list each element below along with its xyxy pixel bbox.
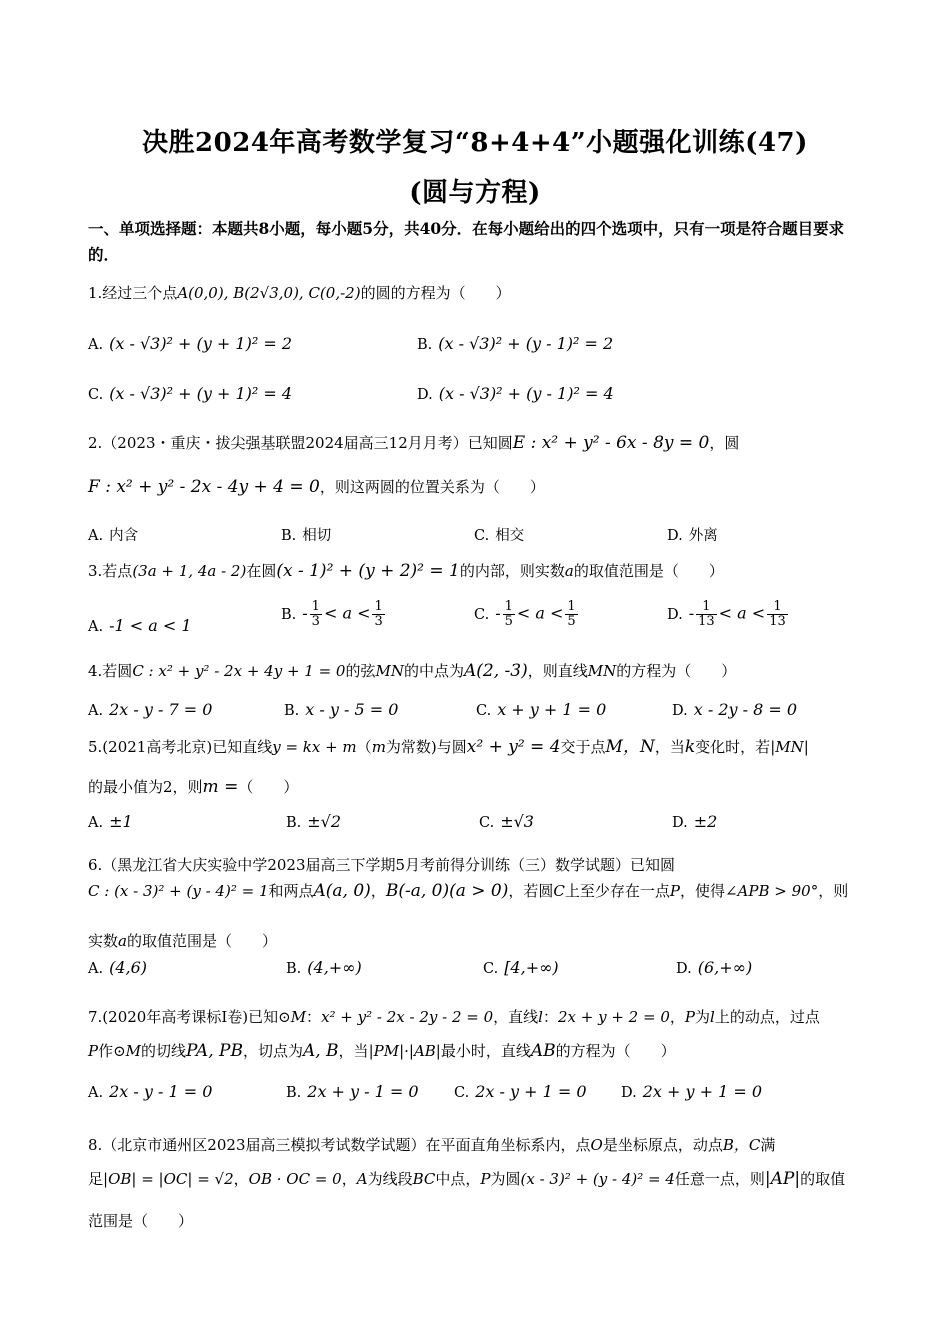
q3d-fraction-2: $\frac{1}{13}$ <box>769 599 786 629</box>
question-6-stem-line3: 实数a的取值范围是（ ） <box>88 932 277 950</box>
q5-option-a: A. ±1 <box>88 812 133 831</box>
question-4-stem: 4.若圆C : x² + y² - 2x + 4y + 1 = 0的弦MN的中点为A(2, -3)，则直线MN的方程为（ ） <box>88 661 737 681</box>
q4-option-c: C. x + y + 1 = 0 <box>476 700 607 719</box>
question-2-stem-line1: 2.（2023・重庆・拔尖强基联盟2024届高三12月月考）已知圆E : x² + y² - 6x - 8y = 0，圆 <box>88 433 740 453</box>
question-8-stem-line3: 范围是（ ） <box>88 1212 194 1230</box>
q3c-fraction-2: $\frac{1}{5}$ <box>567 599 576 629</box>
q5-option-d: D. ±2 <box>672 812 718 831</box>
q2-option-b: B. 相切 <box>281 528 332 544</box>
q3b-fraction: $\frac{1}{3}$ <box>311 599 320 629</box>
q3-option-a: A. -1 < a < 1 <box>88 616 192 635</box>
q5-option-b: B. ±√2 <box>286 812 342 831</box>
q3d-fraction: $\frac{1}{13}$ <box>698 599 715 629</box>
q4-option-b: B. x - y - 5 = 0 <box>284 700 399 719</box>
question-3-stem: 3.若点(3a + 1, 4a - 2)在圆(x - 1)² + (y + 2)² = 1的内部，则实数a的取值范围是（ ） <box>88 561 724 581</box>
q4-option-d: D. x - 2y - 8 = 0 <box>672 700 798 719</box>
q6-option-b: B. (4,+∞) <box>286 958 362 977</box>
q7-option-d: D. 2x + y + 1 = 0 <box>621 1082 763 1101</box>
question-5-stem-line1: 5.(2021高考北京)已知直线y = kx + m（m为常数)与圆x² + y² = 4交于点M，N，当k变化时，若|MN| <box>88 737 809 757</box>
q7-option-a: A. 2x - y - 1 = 0 <box>88 1082 213 1101</box>
question-6-stem-line2: C : (x - 3)² + (y - 4)² = 1和两点A(a, 0)，B(-a, 0)(a > 0)，若圆C上至少存在一点P，使得∠APB > 90°，则 <box>88 881 849 901</box>
q3c-fraction: $\frac{1}{5}$ <box>504 599 513 629</box>
q1-option-b: B. (x - √3)² + (y - 1)² = 2 <box>417 334 614 353</box>
q6-option-d: D. (6,+∞) <box>676 958 753 977</box>
question-7-stem-line1: 7.(2020年高考课标Ⅰ卷)已知⊙M：x² + y² - 2x - 2y - 2 = 0，直线l：2x + y + 2 = 0，P为l上的动点，过点 <box>88 1008 820 1026</box>
q5-option-c: C. ±√3 <box>479 812 534 831</box>
question-1-stem: 1.经过三个点A(0,0), B(2√3,0), C(0,-2)的圆的方程为（ ） <box>88 284 511 302</box>
q1-option-a: A. (x - √3)² + (y + 1)² = 2 <box>88 334 292 353</box>
q4-option-a: A. 2x - y - 7 = 0 <box>88 700 213 719</box>
q3-option-b: B. - $\frac{1}{3}$ < a < $\frac{1}{3}$ <box>281 599 383 629</box>
q1-option-d: D. (x - √3)² + (y - 1)² = 4 <box>417 384 614 403</box>
title-line-1: 决胜2024年高考数学复习“8+4+4”小题强化训练(47) <box>142 128 808 158</box>
q2-option-d: D. 外离 <box>667 528 718 544</box>
q2-option-a: A. 内含 <box>88 528 139 544</box>
section-heading: 一、单项选择题：本题共8小题，每小题5分，共40分．在每小题给出的四个选项中，只有一项是符合题目要求的． <box>88 219 845 264</box>
q3b-fraction-2: $\frac{1}{3}$ <box>374 599 383 629</box>
q3-option-c: C. - $\frac{1}{5}$ < a < $\frac{1}{5}$ <box>474 599 576 629</box>
q3-option-d: D. - $\frac{1}{13}$ < a < $\frac{1}{13}$ <box>667 599 786 629</box>
question-6-stem-line1: 6.（黑龙江省大庆实验中学2023届高三下学期5月考前得分训练（三）数学试题）已知圆 <box>88 856 676 874</box>
q6-option-a: A. (4,6) <box>88 958 148 977</box>
q6-option-c: C. [4,+∞) <box>483 958 559 977</box>
question-5-stem-line2: 的最小值为2，则m =（ ） <box>88 777 299 797</box>
q2-option-c: C. 相交 <box>474 528 525 544</box>
question-2-stem-line2: F : x² + y² - 2x - 4y + 4 = 0，则这两圆的位置关系为（ ） <box>88 477 545 497</box>
q1-option-c: C. (x - √3)² + (y + 1)² = 4 <box>88 384 293 403</box>
question-8-stem-line2: 足|OB| = |OC| = √2，OB · OC = 0，A为线段BC中点，P为圆(x - 3)² + (y - 4)² = 4任意一点，则|AP|的取值 <box>88 1169 846 1189</box>
question-8-stem-line1: 8.（北京市通州区2023届高三模拟考试数学试题）在平面直角坐标系内，点O是坐标原点，动点B，C满 <box>88 1136 776 1154</box>
q7-option-b: B. 2x + y - 1 = 0 <box>286 1082 419 1101</box>
title-line-2: (圆与方程) <box>409 178 541 208</box>
q7-option-c: C. 2x - y + 1 = 0 <box>454 1082 587 1101</box>
question-7-stem-line2: P作⊙M的切线PA, PB，切点为A, B，当|PM|·|AB|最小时，直线AB的方程为（ ） <box>88 1041 676 1061</box>
